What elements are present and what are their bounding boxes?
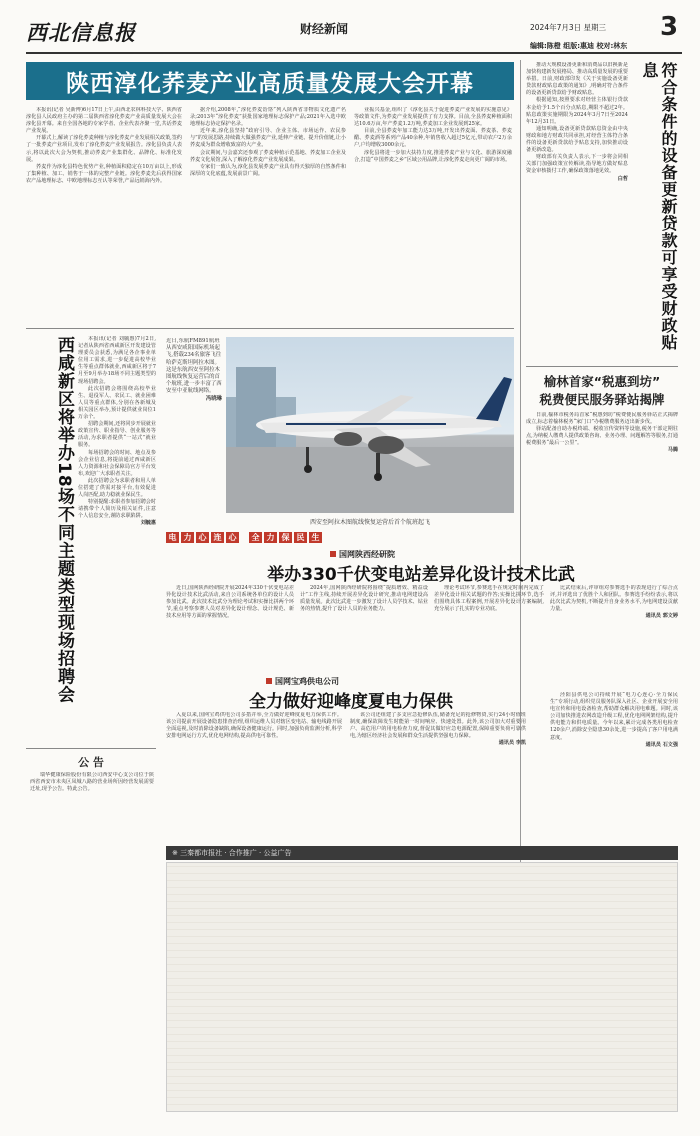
design-para: 近日,国网陕西经研院开展2024年330千伏变电站差异化设计技术比武活动,来自公司系统各单位的设计人员参加比武。此次技术比武分为理论考试和实操比拼两个环节,重点考察参赛人员对差异化设计理念、设计规范、新技术应用等方面的掌握情况。 <box>166 585 294 620</box>
photo-caption-text: 近日,东航FM891航班从西安咸阳国际机场起飞,搭载234名旅客飞往哈萨克斯坦阿拉木图。这是东航西安至阿拉木图航线恢复运营后的首个航班,进一步丰富了西安至中亚航线网络。 <box>166 338 222 395</box>
page-number: 3 <box>660 12 679 42</box>
lead-para: 目前,全县荞麦年加工能力达3万吨,开发出荞麦面、荞麦茶、荞麦醋、荞麦酒等系列产品40余种,年销售收入超过5亿元,带动农户2万余户,户均增收3000余元。 <box>354 128 512 149</box>
lead-headline: 陕西淳化荞麦产业高质量发展大会开幕 <box>66 70 474 97</box>
ad-area <box>166 862 678 1112</box>
theme-char: 生 <box>309 532 322 543</box>
summer-col-1 <box>166 712 342 812</box>
theme-char: 连 <box>211 532 224 543</box>
divider <box>26 748 156 749</box>
photo-footer: 西安至阿拉木图航线恢复运营后首个航班起飞 <box>309 519 430 526</box>
divider <box>26 328 514 329</box>
date-text: 2024年7月3日 <box>530 23 582 32</box>
design-headline: 举办330千伏变电站差异化设计技术比武 <box>267 565 575 585</box>
theme-char: 保 <box>279 532 292 543</box>
lead-col-2 <box>190 107 346 325</box>
header-rule <box>26 52 682 54</box>
design-org <box>330 549 395 560</box>
recruit-headline: 西咸新区将举办18场不同主题类型现场招聘会 <box>54 336 74 704</box>
equipment-headline: 符合条件的设备更新贷款可享受财政贴息 <box>640 62 678 351</box>
summer-org <box>266 676 339 687</box>
lead-para: 本报讯(记者 吴新博)6月17日上午,由西北农林科技大学、陕西省淳化县人民政府主办的第二届陕西省淳化荞麦产业高质量发展大会在淳化县开幕。来自全国各地的专家学者、企业代表齐聚一堂,共话荞麦产业发展。 <box>26 107 182 135</box>
tax-body <box>526 412 678 542</box>
summer-para: 入夏以来,国网宝鸡供电公司多措并举,全力做好迎峰度夏电力保供工作。该公司提前开展设备隐患排查治理,组织运维人员对辖区变电站、输电线路开展全面巡视,及时消除设备缺陷,确保设备健康运行。同时,加强负荷监测分析,科学安排电网运行方式,优化电网结构,提高供电可靠性。 <box>166 712 342 740</box>
lead-col-3 <box>354 107 512 325</box>
lead-para: 业振兴基金,组织了《淳化县关于促进荞麦产业发展的实施意见》等政策文件,为荞麦产业发展提供了有力支撑。目前,全县荞麦种植面积达10.6万亩,年产荞麦1.2万吨,荞麦加工企业发展到25家。 <box>354 107 512 128</box>
red-square-icon <box>330 551 336 557</box>
summer-byline: 通讯员 李凯 <box>498 740 526 747</box>
equipment-para: 推动大规模设备更新和消费品以旧换新是加快构建新发展格局、推动高质量发展的重要举措。日前,财政部印发《关于实施设备更新贷款财政贴息政策的通知》,明确对符合条件的设备更新贷款给予财政贴息。 <box>526 62 628 97</box>
lead-para: 近年来,淳化县坚持“政府引导、企业主体、市场运作、农民参与”的发展思路,持续做大做强荞麦产业,延伸产业链、提升价值链,让小荞麦成为群众增收致富的大产业。 <box>190 128 346 149</box>
design-byline: 通讯员 郭文婷 <box>645 613 678 620</box>
tax-byline: 马腾 <box>667 447 678 454</box>
ad-strip-text: ※ 三秦都市报社 · 合作推广 · 公益广告 <box>172 849 292 857</box>
theme-char: 全 <box>249 532 262 543</box>
airplane-photo <box>226 337 514 513</box>
divider <box>526 366 678 367</box>
theme-banner <box>166 530 514 544</box>
theme-char: 力 <box>181 532 194 543</box>
ad-strip <box>166 846 678 860</box>
notice-title: 公 告 <box>78 756 104 769</box>
photo-caption <box>166 338 222 508</box>
design-para: 理论考试环节,参赛选手在规定时间内完成了差异化设计相关试题的作答;实操比拼环节,选手们围绕具体工程案例,开展差异化设计方案编制,充分展示了扎实的专业功底。 <box>434 585 544 613</box>
theme-char: 心 <box>226 532 239 543</box>
lead-para: 专家们一致认为,淳化县发展荞麦产业具有得天独厚的自然条件和深厚的文化底蕴,发展前景广阔。 <box>190 163 346 177</box>
notice-body: 瑞华健康保险股份有限公司西安中心支公司位于陕西省西安市未央区凤城八路的营业场所因经营发展需要迁址,现予公告。特此公告。 <box>30 772 154 793</box>
tax-para: 日前,榆林市税务局首家“税惠到坊”税费便民服务驿站正式揭牌成立,标志着榆林税务“家门口”办税缴费服务迈出新步伐。 <box>526 412 678 426</box>
photo-credit: 冯晓琳 <box>205 395 222 402</box>
weekday-text: 星期三 <box>583 23 607 32</box>
design-para: 2024年,国网陕西经研院将围绕“提质增效、精益设计”工作主线,持续开展差异化设计研究,推动电网建设高质量发展。此次比武进一步激发了设计人员学技术、钻业务的热情,提升了设计人员的业务能力。 <box>300 585 428 613</box>
equipment-para: 通知明确,设备更新贷款贴息资金由中央财政和地方财政共同承担,对经营主体符合条件的设备更新贷款给予贴息支持,加快推动设备更新改造。 <box>526 125 628 154</box>
equipment-para: 根据通知,按照要求对经营主体银行贷款本金给予1.5个百分点贴息,期限不超过2年。贴息政策实施期限为2024年3月7日至2024年12月31日。 <box>526 97 628 125</box>
jingyan-para: 泾阳县供电公司持续开展“电力心连心·全力保民生”专项行动,组织党员服务队深入社区、企业开展安全用电宣传和用电设备检查,帮助群众解决用电难题。同时,该公司加快推进农网改造升级工程,优化电网网架结构,提升供电能力和供电质量。今年以来,累计完成各类用电检查120余户,消除安全隐患30余处,进一步提高了客户用电满意度。 <box>550 692 678 741</box>
section-title: 财经新闻 <box>300 22 349 36</box>
recruit-byline: 刘毓惠 <box>140 520 156 527</box>
design-org-text: 国网陕西经研院 <box>339 550 395 559</box>
masthead-text: 西北信息报 <box>26 20 136 45</box>
theme-char: 心 <box>196 532 209 543</box>
editor-line: 编辑:陈橙 组版:惠迪 校对:林东 <box>530 42 628 50</box>
lead-banner <box>26 62 514 100</box>
equipment-para: 财政部有关负责人表示,下一步将会同相关部门加强政策宣传解读,指导地方做好贴息资金审核拨付工作,确保政策落地见效。 <box>526 154 628 175</box>
masthead-logo <box>26 17 176 51</box>
design-col-4 <box>550 585 678 671</box>
design-col-3 <box>434 585 544 671</box>
jingyan-byline: 通讯员 石文强 <box>645 741 678 748</box>
recruit-para: 此次招聘会将围绕高校毕业生、退役军人、农民工、就业困难人员等重点群体,分别在各新城及相关园区举办,预计提供就业岗位1万余个。 <box>78 385 156 421</box>
red-square-icon <box>266 678 272 684</box>
jingyan-body <box>550 692 678 810</box>
lead-col-1 <box>26 107 182 325</box>
equipment-byline: 白哲 <box>617 175 628 182</box>
theme-char: 电 <box>166 532 179 543</box>
equipment-body <box>526 62 628 358</box>
lead-para: 据介绍,2008年,“淳化荞麦饴饹”列入陕西省非物质文化遗产名录;2013年“淳化荞麦”获批国家地理标志保护产品;2021年入选中欧地理标志协定保护名录。 <box>190 107 346 128</box>
recruit-para: 特别提醒:求职者参加招聘会时请携带个人简历及相关证件,注意个人信息安全,谨防求职陷阱。 <box>78 499 156 520</box>
tax-headline-1: 榆林首家“税惠到坊” <box>543 374 661 389</box>
recruit-body <box>78 336 156 736</box>
issue-date <box>530 22 606 33</box>
summer-headline: 全力做好迎峰度夏电力保供 <box>249 692 453 712</box>
airplane-illustration <box>226 337 514 513</box>
tax-para: 驿站配备自助办税终端、税收宣传资料等设施,税务干部定期驻点,为纳税人缴费人提供政策咨询、业务办理、问题解答等服务,打通税费服务“最后一公里”。 <box>526 426 678 447</box>
lead-para: 淳化县将进一步加大扶持力度,推进荞麦产业与文化、旅游深度融合,打造“中国荞麦之乡”区域公用品牌,让淳化荞麦走向更广阔的市场。 <box>354 149 512 163</box>
recruit-para: 每场招聘会的时间、地点及参会企业信息,将提前通过西咸新区人力资源和社会保障局官方平台发布,欢迎广大求职者关注。 <box>78 449 156 477</box>
theme-char: 民 <box>294 532 307 543</box>
lead-para: 会议期间,与会嘉宾还参观了荞麦种植示范基地、荞麦加工企业及荞麦文化展馆,深入了解淳化荞麦产业发展成果。 <box>190 149 346 163</box>
design-col-2 <box>300 585 428 671</box>
recruit-para: 本报讯(记者 刘毓惠)7月2日,记者从陕西省西咸新区开发建设管理委员会获悉,为满足各企事业单位用工需求,进一步促进高校毕业生等重点群体就业,西咸新区将于7月至9月举办18场不同主题类型的现场招聘会。 <box>78 336 156 385</box>
design-para: 比武结束后,评审组对参赛选手的表现进行了综合点评,并评选出了优胜个人和团队。参赛选手纷纷表示,将以此次比武为契机,不断提升自身业务水平,为电网建设贡献力量。 <box>550 585 678 613</box>
recruit-para: 此次招聘会为求职者和用人单位搭建了供需对接平台,有效促进人岗匹配,助力稳就业保民生。 <box>78 477 156 499</box>
lead-para: 荞麦作为淳化县特色优势产业,种植面积稳定在10万亩以上,形成了集种植、加工、销售于一体的完整产业链。淳化荞麦先后获得国家农产品地理标志、中欧地理标志互认等荣誉,产品远销海内外。 <box>26 163 182 184</box>
summer-col-2 <box>350 712 526 812</box>
summer-para: 该公司还组建了多支应急抢修队伍,储备充足的抢修物资,实行24小时值班制度,确保故障发生时能第一时间响应、快速处置。此外,该公司加大对重要用户、高危用户的用电检查力度,督促其做好应急电源配置,保障重要负荷可靠供电,为辖区经济社会发展和群众生活提供坚强电力保障。 <box>350 712 526 740</box>
theme-char: 力 <box>264 532 277 543</box>
tax-headline-2: 税费便民服务驿站揭牌 <box>539 392 665 407</box>
summer-org-text: 国网宝鸡供电公司 <box>275 677 339 686</box>
lead-para: 开幕式上,解读了淳化荞麦种植与淳化荞麦产业发展相关政策,签约了一批荞麦产业项目,发布了淳化荞麦产业发展报告。淳化县负责人表示,将以此次大会为契机,推动荞麦产业集群化、品牌化、标准化发展。 <box>26 135 182 163</box>
recruit-para: 招聘会期间,还将同步开展就业政策宣传、职业指导、创业服务等活动,为求职者提供“一站式”就业服务。 <box>78 421 156 449</box>
design-col-1 <box>166 585 294 671</box>
